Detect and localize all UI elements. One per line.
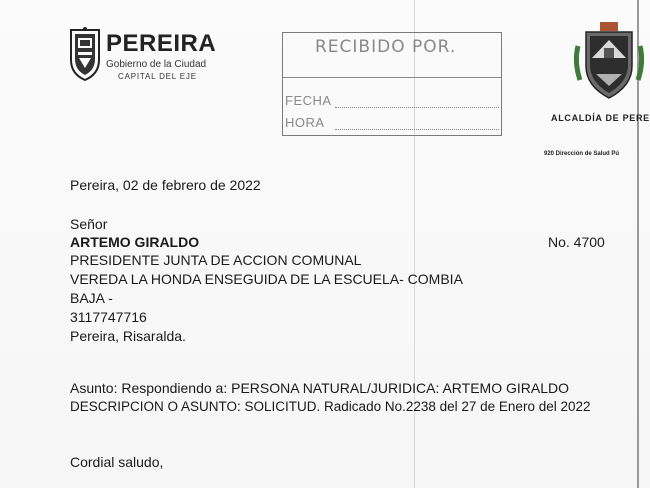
letter-date: Pereira, 02 de febrero de 2022 xyxy=(70,177,261,193)
pereira-logo xyxy=(68,26,217,86)
stamp-date-line xyxy=(335,107,499,108)
stamp-time-label: HORA xyxy=(285,115,325,130)
logo-tagline: CAPITAL DEL EJE xyxy=(118,72,197,81)
logo-name: PEREIRA xyxy=(106,30,217,57)
greeting: Cordial saludo, xyxy=(70,454,164,470)
received-stamp xyxy=(282,32,502,136)
stamp-title: RECIBIDO POR. xyxy=(315,37,457,57)
subject-line-1: Asunto: Respondiendo a: PERSONA NATURAL/JURIDICA: ARTEMO GIRALDO xyxy=(70,380,569,396)
city-line: Pereira, Risaralda. xyxy=(70,328,186,344)
stamp-divider xyxy=(283,77,501,78)
address-line-2: BAJA - xyxy=(70,290,113,306)
stamp-date-label: FECHA xyxy=(285,93,332,108)
logo-subtitle: Gobierno de la Ciudad xyxy=(106,59,207,70)
department-label: 920 Dirección de Salud Pú xyxy=(544,151,620,157)
subject-line-2: DESCRIPCION O ASUNTO: SOLICITUD. Radicado No.2238 del 27 de Enero del 2022 xyxy=(70,399,591,414)
reference-number: No. 4700 xyxy=(548,234,605,250)
city-shield-icon xyxy=(68,26,102,82)
stamp-time-line xyxy=(335,129,499,130)
alcaldia-crest-icon xyxy=(570,18,648,108)
recipient-name: ARTEMO GIRALDO xyxy=(70,234,200,250)
recipient-role: PRESIDENTE JUNTA DE ACCION COMUNAL xyxy=(70,252,362,268)
salutation-title: Señor xyxy=(70,216,108,232)
phone-number: 3117747716 xyxy=(70,309,147,325)
alcaldia-label: ALCALDÍA DE PERE xyxy=(551,113,650,123)
address-line-1: VEREDA LA HONDA ENSEGUIDA DE LA ESCUELA- COMBIA xyxy=(70,271,463,287)
